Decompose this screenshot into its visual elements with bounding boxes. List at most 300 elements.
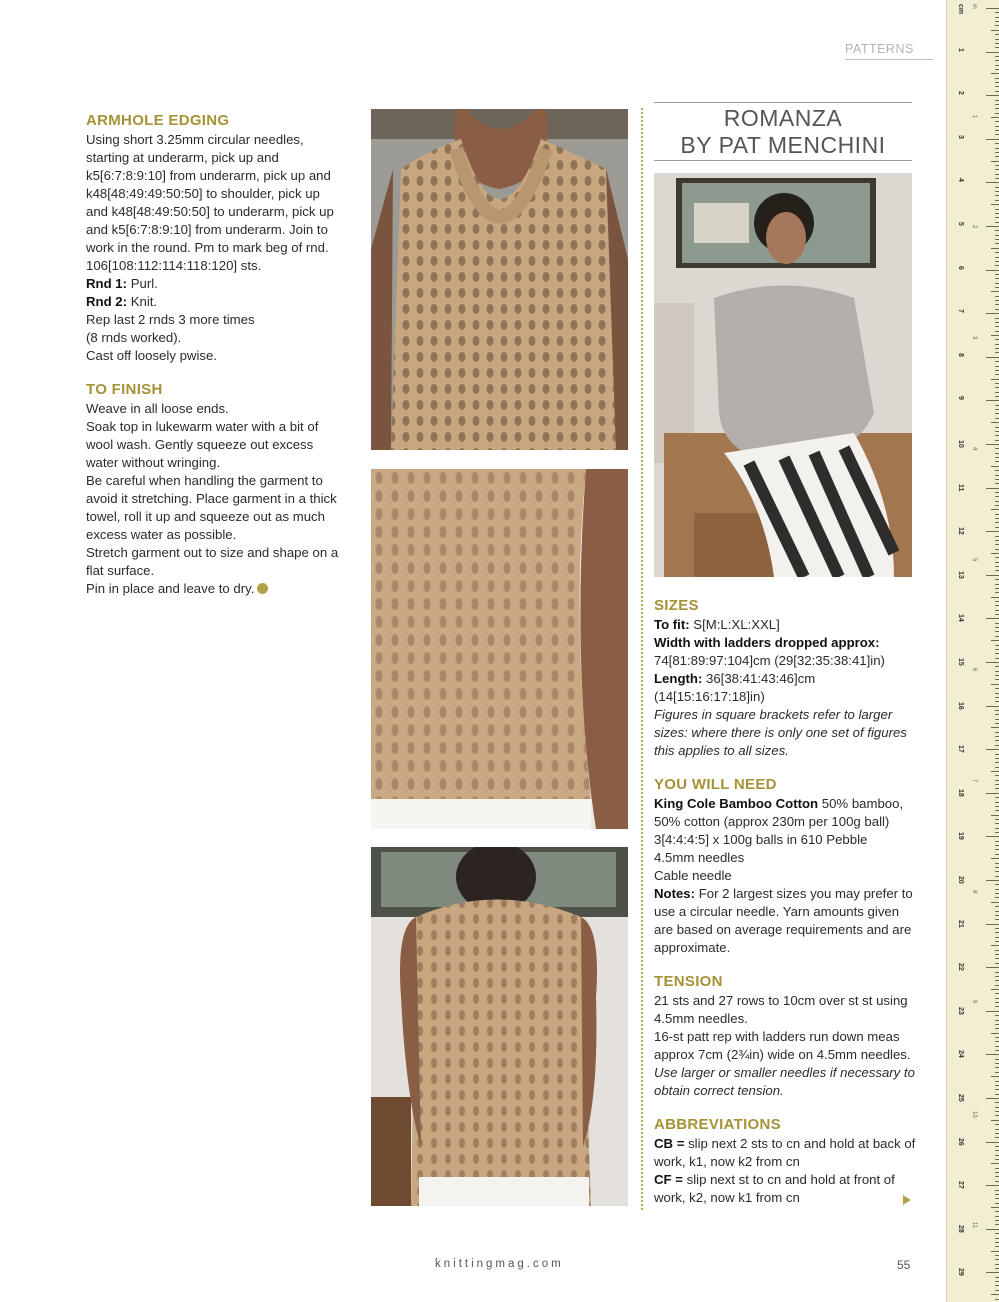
rnd1-text: Purl. (127, 276, 158, 291)
ruler-tick (995, 610, 999, 611)
ruler-tick (995, 1242, 999, 1243)
ruler-cm-label: 10 (957, 440, 964, 448)
ruler-tick (995, 985, 999, 986)
ruler-tick (995, 849, 999, 850)
notes-label: Notes: (654, 886, 696, 901)
ruler-tick (995, 697, 999, 698)
ruler-tick (995, 1224, 999, 1225)
ruler-tick (995, 287, 999, 288)
ruler-tick (995, 265, 999, 266)
ruler-tick (995, 261, 999, 262)
ruler-tick (995, 457, 999, 458)
ruler-tick (995, 592, 999, 593)
ruler-tick (995, 187, 999, 188)
fit-line (654, 616, 916, 634)
ruler-tick (995, 82, 999, 83)
tension-heading: TENSION (654, 973, 723, 990)
ruler-tick (995, 222, 999, 223)
ruler-tick (995, 658, 999, 659)
ruler-tick (995, 754, 999, 755)
ruler-cm-label: 4 (957, 178, 964, 183)
ruler-tick (986, 1272, 999, 1273)
ruler-tick (995, 745, 999, 746)
ruler-tick (995, 963, 999, 964)
ruler-tick (991, 422, 999, 423)
cf-label: CF = (654, 1172, 683, 1187)
balls-line: 3[4:4:4:5] x 100g balls in 610 Pebble (654, 832, 868, 847)
ruler-tick (995, 453, 999, 454)
ruler-tick (995, 544, 999, 545)
ruler-tick (995, 339, 999, 340)
need-heading: YOU WILL NEED (654, 776, 777, 793)
ruler-cm-label: 23 (957, 1006, 964, 1015)
fit-value: S[M:L:XL:XXL] (689, 617, 780, 632)
ruler-inch-label: 7 (971, 778, 977, 783)
ruler-tick (995, 309, 999, 310)
page-number: 55 (897, 1258, 911, 1272)
ruler-tick (995, 156, 999, 157)
ruler-cm-label: 11 (957, 483, 964, 491)
ruler-tick (995, 679, 999, 680)
ruler-tick (986, 182, 999, 183)
ruler-cm-label: 2 (957, 91, 964, 96)
ruler-tick (995, 283, 999, 284)
ruler-tick (995, 366, 999, 367)
ruler-tick (995, 25, 999, 26)
ruler-tick (995, 483, 999, 484)
ruler-tick (991, 1207, 999, 1208)
ruler-tick (991, 771, 999, 772)
ruler-tick (995, 649, 999, 650)
ruler-tick (995, 784, 999, 785)
ruler-tick (995, 893, 999, 894)
ruler-tick (995, 470, 999, 471)
ruler-tick (995, 1277, 999, 1278)
cf-line (654, 1171, 916, 1207)
ruler-tick (995, 1107, 999, 1108)
ruler-tick (995, 1233, 999, 1234)
ruler-tick (995, 195, 999, 196)
ruler-tick (995, 636, 999, 637)
yarn-value: 50% bamboo, 50% cotton (approx 230m per 100g ball) (654, 796, 904, 829)
ruler-tick (995, 322, 999, 323)
width-label: Width with ladders dropped approx: (654, 635, 880, 650)
ruler-cm-label: 20 (957, 876, 964, 884)
ruler-tick (995, 1002, 999, 1003)
ruler-cm-label: 19 (957, 832, 964, 841)
ruler-tick (995, 557, 999, 558)
ruler-tick (995, 1198, 999, 1199)
ruler-inch-label: 6 (971, 668, 977, 672)
ruler-tick (995, 1037, 999, 1038)
tension-p3-line (654, 1064, 916, 1100)
ruler-tick (995, 806, 999, 807)
ruler-tick (995, 514, 999, 515)
ruler-tick (995, 954, 999, 955)
ruler-tick (995, 1089, 999, 1090)
ruler-tick (986, 924, 999, 925)
ruler-tick (995, 671, 999, 672)
ruler-tick (995, 130, 999, 131)
ruler-tick (995, 732, 999, 733)
ruler-tick (995, 86, 999, 87)
ruler-tick (995, 243, 999, 244)
ruler-tick (995, 1259, 999, 1260)
notes-line (654, 885, 916, 957)
ruler-tick (995, 1024, 999, 1025)
cb-label: CB = (654, 1136, 685, 1151)
ruler-tick (995, 710, 999, 711)
ruler-tick (995, 39, 999, 40)
ruler-tick (995, 1102, 999, 1103)
ruler-tick (995, 21, 999, 22)
ruler-tick (995, 627, 999, 628)
ruler-tick (995, 374, 999, 375)
ruler-cm-label: 15 (957, 658, 964, 666)
ruler-tick (995, 976, 999, 977)
column-divider (641, 108, 643, 1210)
measuring-ruler (946, 0, 999, 1302)
finish-p2: Soak top in lukewarm water with a bit of wool wash. Gently squeeze out excess water without wringing. (86, 419, 319, 470)
ruler-tick (995, 941, 999, 942)
ruler-tick (995, 762, 999, 763)
pattern-title (654, 102, 912, 161)
ruler-tick (995, 1059, 999, 1060)
ruler-tick (995, 34, 999, 35)
ruler-tick (995, 1050, 999, 1051)
ruler-tick (991, 204, 999, 205)
ruler-tick (995, 645, 999, 646)
ruler-tick (995, 1155, 999, 1156)
ruler-tick (995, 876, 999, 877)
ruler-tick (991, 117, 999, 118)
ruler-tick (995, 562, 999, 563)
ruler-tick (995, 845, 999, 846)
ruler-tick (986, 1185, 999, 1186)
ruler-tick (995, 143, 999, 144)
ruler-tick (995, 810, 999, 811)
ruler-tick (995, 1264, 999, 1265)
ruler-tick (991, 727, 999, 728)
ruler-tick (995, 623, 999, 624)
ruler-tick (995, 549, 999, 550)
tension-p3: Use larger or smaller needles if necessary to obtain correct tension. (654, 1065, 915, 1098)
ruler-inch-label: in (971, 4, 977, 9)
ruler-tick (995, 802, 999, 803)
ruler-tick (995, 775, 999, 776)
ruler-tick (991, 902, 999, 903)
ruler-tick (995, 274, 999, 275)
ruler-tick (986, 139, 999, 140)
ruler-tick (991, 73, 999, 74)
ruler-tick (995, 884, 999, 885)
abbrev-text (654, 1135, 916, 1207)
ruler-tick (986, 836, 999, 837)
ruler-tick (995, 828, 999, 829)
ruler-tick (995, 897, 999, 898)
tension-p1: 21 sts and 27 rows to 10cm over st st using 4.5mm needles. (654, 993, 908, 1026)
fit-label: To fit: (654, 617, 690, 632)
footer-url: knittingmag.com (435, 1258, 564, 1270)
ruler-tick (995, 69, 999, 70)
ruler-tick (995, 536, 999, 537)
ruler-tick (991, 248, 999, 249)
ruler-tick (995, 496, 999, 497)
ruler-tick (995, 1081, 999, 1082)
ruler-tick (995, 972, 999, 973)
finish-p4: Stretch garment out to size and shape on a flat surface. (86, 545, 339, 578)
left-column (86, 112, 344, 598)
ruler-tick (995, 47, 999, 48)
needles-line: 4.5mm needles (654, 850, 745, 865)
ruler-tick (995, 767, 999, 768)
ruler-tick (995, 348, 999, 349)
ruler-cm-label: 25 (957, 1094, 964, 1102)
ruler-tick (995, 1255, 999, 1256)
ruler-tick (995, 461, 999, 462)
ruler-tick (995, 475, 999, 476)
ruler-tick (986, 488, 999, 489)
ruler-tick (991, 291, 999, 292)
ruler-cm-label: 7 (957, 309, 964, 314)
ruler-tick (986, 706, 999, 707)
ruler-tick (995, 1133, 999, 1134)
ruler-tick (995, 121, 999, 122)
ruler-inch-label: 9 (971, 1000, 977, 1004)
ruler-tick (995, 823, 999, 824)
ruler-tick (995, 871, 999, 872)
ruler-cm-label: 16 (957, 701, 964, 710)
ruler-tick (995, 191, 999, 192)
ruler-tick (995, 819, 999, 820)
ruler-tick (995, 326, 999, 327)
ruler-tick (995, 998, 999, 999)
ruler-tick (995, 1290, 999, 1291)
ruler-tick (995, 165, 999, 166)
ruler-cm-label: 24 (957, 1050, 964, 1059)
photo-model-seated (654, 173, 912, 577)
ruler-tick (991, 335, 999, 336)
ruler-tick (995, 78, 999, 79)
armhole-text (86, 131, 344, 365)
rnd2-text: Knit. (127, 294, 158, 309)
ruler-tick (995, 832, 999, 833)
ruler-tick (986, 1098, 999, 1099)
ruler-tick (986, 1054, 999, 1055)
ruler-tick (995, 17, 999, 18)
ruler-tick (995, 1159, 999, 1160)
ruler-tick (995, 387, 999, 388)
length-value: 36[38:41:43:46]cm (14[15:16:17:18]in) (654, 671, 816, 704)
ruler-tick (986, 1142, 999, 1143)
ruler-tick (995, 889, 999, 890)
finish-heading: TO FINISH (86, 381, 163, 398)
ruler-tick (995, 318, 999, 319)
ruler-tick (995, 780, 999, 781)
ruler-tick (991, 858, 999, 859)
ruler-tick (995, 91, 999, 92)
ruler-tick (986, 531, 999, 532)
ruler-tick (995, 566, 999, 567)
cf-text: slip next st to cn and hold at front of work, k2, now k1 from cn (654, 1172, 895, 1205)
armhole-heading: ARMHOLE EDGING (86, 112, 230, 129)
ruler-tick (995, 43, 999, 44)
ruler-tick (995, 1268, 999, 1269)
ruler-tick (995, 405, 999, 406)
ruler-inch-label: 8 (971, 889, 977, 893)
ruler-tick (995, 1146, 999, 1147)
ruler-tick (995, 174, 999, 175)
ruler-tick (991, 684, 999, 685)
ruler-tick (995, 209, 999, 210)
ruler-tick (995, 1246, 999, 1247)
rnd2-label: Rnd 2: (86, 294, 128, 309)
ruler-tick (991, 1294, 999, 1295)
photo-back-view (371, 847, 628, 1206)
ruler-tick (986, 1229, 999, 1230)
ruler-inch-label: 3 (971, 336, 977, 340)
ruler-tick (995, 758, 999, 759)
ruler-inch-label: 10 (971, 1111, 977, 1118)
ruler-tick (995, 413, 999, 414)
width-label-line (654, 634, 916, 652)
ruler-tick (995, 1285, 999, 1286)
ruler-tick (995, 217, 999, 218)
ruler-tick (995, 501, 999, 502)
finish-p3: Be careful when handling the garment to avoid it stretching. Place garment in a thick towel, roll it up and squeeze out as much excess water as possible. (86, 473, 337, 542)
ruler-tick (995, 296, 999, 297)
ruler-cm-label: 8 (957, 352, 964, 357)
ruler-cm-label: 29 (957, 1268, 964, 1277)
ruler-tick (986, 313, 999, 314)
ruler-tick (995, 409, 999, 410)
ruler-tick (995, 1028, 999, 1029)
ruler-cm-label: cm (957, 4, 964, 15)
abbrev-heading: ABBREVIATIONS (654, 1116, 781, 1133)
ruler-tick (995, 1238, 999, 1239)
ruler-tick (995, 1115, 999, 1116)
ruler-tick (995, 518, 999, 519)
ruler-tick (995, 1194, 999, 1195)
ruler-tick (995, 1281, 999, 1282)
armhole-intro: Using short 3.25mm circular needles, starting at underarm, pick up and k5[6:7:8:9:10] from underarm, pick up and k48[48:49:49:50:50] to shoulder, pick up and k48[48:49:50:50] to underarm, pick up and k5[6:7:8:9:10] from underarm. Join to work in the round. Pm to mark beg of rnd. 106[108:112:114:118:120] sts. (86, 132, 334, 273)
ruler-tick (986, 575, 999, 576)
ruler-cm-label: 9 (957, 396, 964, 401)
ruler-tick (995, 570, 999, 571)
ruler-tick (995, 740, 999, 741)
ruler-tick (995, 797, 999, 798)
ruler-tick (995, 304, 999, 305)
ruler-tick (986, 52, 999, 53)
ruler-tick (995, 601, 999, 602)
ruler-tick (995, 1203, 999, 1204)
ruler-tick (986, 270, 999, 271)
ruler-tick (995, 435, 999, 436)
ruler-inch-label: 11 (971, 1221, 977, 1228)
ruler-tick (995, 278, 999, 279)
ruler-tick (995, 1041, 999, 1042)
ruler-tick (995, 505, 999, 506)
ruler-tick (995, 1085, 999, 1086)
ruler-tick (986, 444, 999, 445)
ruler-tick (995, 911, 999, 912)
ruler-tick (995, 200, 999, 201)
ruler-inch-label: 4 (971, 446, 977, 451)
ruler-tick (995, 527, 999, 528)
ruler-tick (995, 863, 999, 864)
ruler-tick (995, 113, 999, 114)
ruler-tick (995, 1172, 999, 1173)
ruler-tick (995, 1020, 999, 1021)
ruler-tick (995, 1129, 999, 1130)
ruler-tick (995, 1181, 999, 1182)
ruler-tick (995, 100, 999, 101)
ruler-tick (995, 605, 999, 606)
ruler-tick (995, 169, 999, 170)
ruler-tick (995, 300, 999, 301)
ruler-tick (986, 749, 999, 750)
ruler-tick (995, 1137, 999, 1138)
ruler-tick (995, 950, 999, 951)
ruler-cm-label: 1 (957, 47, 964, 52)
ruler-tick (991, 1120, 999, 1121)
ruler-tick (986, 793, 999, 794)
ruler-tick (995, 1176, 999, 1177)
finish-text (86, 400, 344, 598)
notes-value: For 2 largest sizes you may prefer to use a circular needle. Yarn amounts given are based on average requirements and are approximate. (654, 886, 913, 955)
ruler-tick (995, 588, 999, 589)
ruler-tick (995, 993, 999, 994)
ruler-tick (995, 653, 999, 654)
ruler-tick (995, 331, 999, 332)
ruler-tick (995, 104, 999, 105)
ruler-tick (991, 1076, 999, 1077)
ruler-tick (986, 226, 999, 227)
ruler-tick (995, 370, 999, 371)
ruler-tick (986, 95, 999, 96)
finish-p5: Pin in place and leave to dry. (86, 581, 255, 596)
ruler-tick (995, 492, 999, 493)
repeat-line: Rep last 2 rnds 3 more times (86, 312, 255, 327)
ruler-tick (995, 693, 999, 694)
ruler-tick (995, 12, 999, 13)
ruler-tick (995, 1015, 999, 1016)
ruler-tick (995, 230, 999, 231)
ruler-tick (995, 980, 999, 981)
ruler-tick (995, 958, 999, 959)
ruler-tick (995, 1211, 999, 1212)
ruler-tick (995, 1299, 999, 1300)
ruler-tick (991, 1163, 999, 1164)
ruler-tick (995, 252, 999, 253)
yarn-line (654, 795, 916, 831)
rnd1-line (86, 275, 344, 293)
ruler-tick (991, 466, 999, 467)
ruler-tick (995, 915, 999, 916)
ruler-tick (995, 1072, 999, 1073)
ruler-tick (995, 841, 999, 842)
ruler-tick (995, 427, 999, 428)
rnd1-label: Rnd 1: (86, 276, 128, 291)
ruler-tick (995, 178, 999, 179)
ruler-tick (995, 854, 999, 855)
ruler-tick (995, 867, 999, 868)
worked-line: (8 rnds worked). (86, 330, 182, 345)
ruler-tick (991, 640, 999, 641)
ruler-tick (995, 1220, 999, 1221)
right-column (654, 597, 916, 1207)
ruler-tick (995, 1150, 999, 1151)
